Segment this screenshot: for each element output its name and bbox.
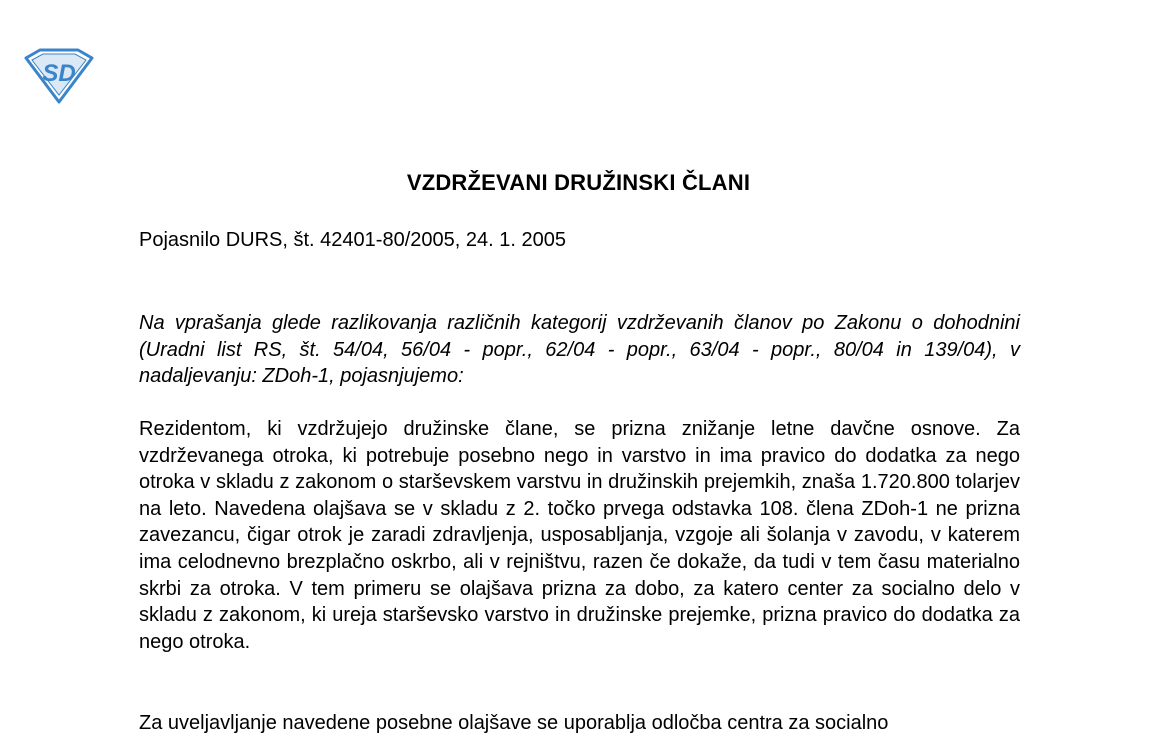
intro-paragraph: Na vprašanja glede razlikovanja različnih kategorij vzdrževanih članov po Zakonu o dohodnini (Uradni list RS, št. 54/04, 56/04 - popr., 62/04 - popr., 63/04 - popr., 80/04 in 139/04), v nadaljevanju: ZDoh-1, pojasnjujemo: <box>139 312 1020 388</box>
sd-logo <box>22 48 96 104</box>
body-paragraph-1: Rezidentom, ki vzdržujejo družinske člane, se prizna znižanje letne davčne osnove. Za vzdrževanega otroka, ki potrebuje posebno nego in varstvo in ima pravico do dodatka za nego otroka v skladu z zakonom o starševskem varstvu in družinskih prejemkih, znaša 1.720.800 tolarjev na leto. Navedena olajšava se v skladu z 2. točko prvega odstavka 108. člena ZDoh-1 ne prizna zavezancu, čigar otrok je zaradi zdravljenja, usposabljanja, vzgoje ali šolanja v zavodu, v katerem ima celodnevno brezplačno oskrbo, ali v rejništvu, razen če dokaže, da tudi v tem času materialno skrbi za otroka. V tem primeru se olajšava prizna za dobo, za katero center za socialno delo v skladu z zakonom, ki ureja starševsko varstvo in družinske prejemke, prizna pravico do dodatka za nego otroka. <box>139 418 1020 653</box>
document-title: VZDRŽEVANI DRUŽINSKI ČLANI <box>406 170 751 195</box>
body-paragraph-2: Za uveljavljanje navedene posebne olajšave se uporablja odločba centra za socialno <box>139 712 889 734</box>
document-subtitle: Pojasnilo DURS, št. 42401-80/2005, 24. 1. 2005 <box>139 229 566 251</box>
logo-text: SD <box>42 60 76 87</box>
sd-diamond-logo-icon <box>22 48 96 104</box>
